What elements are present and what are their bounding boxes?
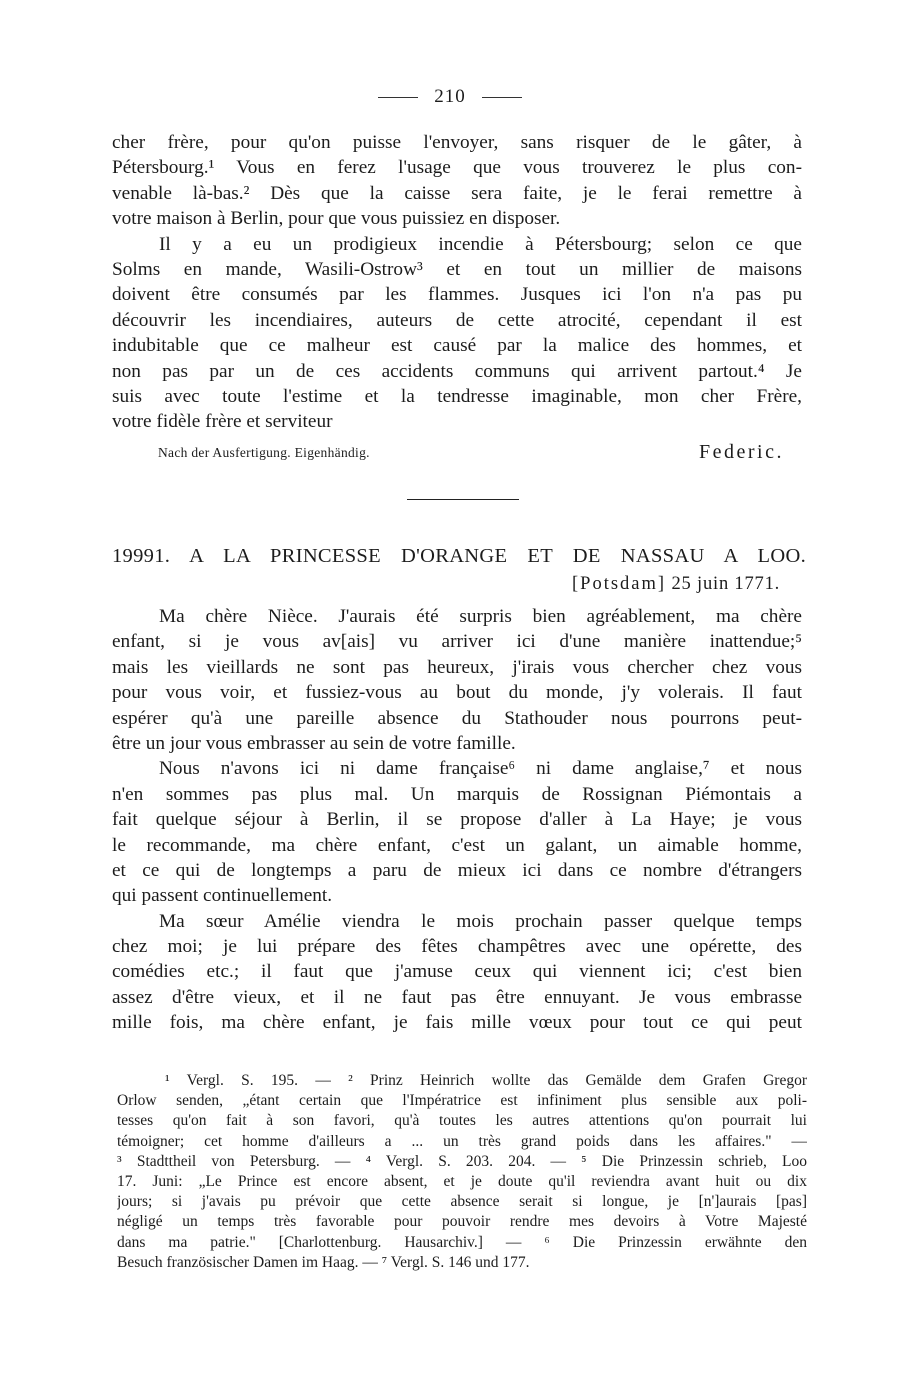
text-line: mais les vieillards ne sont pas heureux, j'irais vous chercher chez vous [112, 656, 802, 678]
text-line: Pétersbourg.¹ Vous en ferez l'usage que vous trouverez le plus con- [112, 157, 802, 179]
text-line: qui passent continuellement. [112, 885, 333, 907]
text-line: et ce qui de longtemps a paru de mieux ici dans ce nombre d'étrangers [112, 859, 802, 881]
text-line: découvrir les incendiaires, auteurs de cette atrocité, cependant il est [112, 309, 802, 331]
text-line: enfant, si je vous av[ais] vu arriver ici d'une manière inattendue;⁵ [112, 631, 802, 653]
footnotes [117, 1071, 807, 1273]
text-line: suis avec toute l'estime et la tendresse imaginable, mon cher Frère, [112, 385, 802, 407]
text-line: être un jour vous embrasser au sein de votre famille. [112, 732, 516, 754]
text-line: assez d'être vieux, et il ne faut pas être ennuyant. Je vous embrasse [112, 986, 802, 1008]
footnote-line: ¹ Vergl. S. 195. — ² Prinz Heinrich wollte das Gemälde dem Grafen Gregor [165, 1072, 807, 1089]
text-line: indubitable que ce malheur est causé par la malice des hommes, et [112, 335, 802, 357]
text-line: n'en sommes pas plus mal. Un marquis de Rossignan Piémontais a [112, 783, 802, 805]
source-note: Nach der Ausfertigung. Eigenhändig. [158, 445, 370, 460]
letter-end-text [112, 130, 802, 435]
text-line: Nous n'avons ici ni dame française⁶ ni dame anglaise,⁷ et nous [159, 758, 802, 780]
entry-title: A LA PRINCESSE D'ORANGE ET DE NASSAU A LOO. [189, 545, 806, 567]
footnote-line: 17. Juni: „Le Prince est encore absent, et je doute qu'il reviendra avant huit ou dix [117, 1172, 807, 1190]
text-line: Ma chère Nièce. J'aurais été surpris bien agréablement, ma chère [159, 606, 802, 627]
footnote-line: témoigner; cet homme d'ailleurs a ... un très grand poids dans les affaires." — [117, 1132, 807, 1150]
page-number: 210 [434, 86, 466, 107]
text-line: espérer qu'à une pareille absence du Stathouder nous pourrons peut- [112, 707, 802, 729]
text-line: non pas par un de ces accidents communs qui arrivent partout.⁴ Je [112, 360, 802, 382]
entry-place: [Potsdam] [572, 574, 667, 594]
text-line: chez moi; je lui prépare des fêtes champêtres avec une opérette, des [112, 936, 802, 958]
text-line: Ma sœur Amélie viendra le mois prochain passer quelque temps [159, 910, 802, 932]
footnote-line: tesses qu'on fait à son favori, qu'à toutes les autres attentions qu'on pourrait lui [117, 1112, 807, 1130]
footnote-line: dans ma patrie." [Charlottenburg. Hausarchiv.] — ⁶ Die Prinzessin erwähnte den [117, 1233, 807, 1251]
footnote-line: Besuch französischer Damen im Haag. — ⁷ Vergl. S. 146 und 177. [117, 1253, 530, 1271]
entry-date-line [572, 574, 780, 595]
page-header [0, 86, 900, 108]
header-dash-left [378, 97, 418, 98]
footnote-line: Orlow senden, „étant certain que l'Impératrice est infiniment plus sensible aux poli- [117, 1092, 807, 1110]
signature: Federic. [699, 441, 784, 463]
text-line: le recommande, ma chère enfant, c'est un galant, un aimable homme, [112, 834, 802, 856]
text-line: pour vous voir, et fussiez-vous au bout du monde, j'y volerais. Il faut [112, 682, 802, 704]
footnote-line: jours; si j'avais pu prévoir que cette absence serait si longue, je [n']aurais [pas] [117, 1193, 807, 1211]
text-line: votre maison à Berlin, pour que vous puissiez en disposer. [112, 208, 561, 230]
text-line: fait quelque séjour à Berlin, il se propose d'aller à La Haye; je vous [112, 809, 802, 831]
text-line: cher frère, pour qu'on puisse l'envoyer, sans risquer de le gâter, à [112, 132, 802, 153]
letter-body [112, 604, 802, 1036]
text-line: comédies etc.; il faut que j'amuse ceux qui viennent ici; c'est bien [112, 961, 802, 983]
text-line: doivent être consumés par les flammes. Jusques ici l'on n'a pas pu [112, 284, 802, 306]
section-divider [407, 499, 519, 500]
text-line: votre fidèle frère et serviteur [112, 411, 333, 433]
footnote-line: négligé un temps très favorable pour pouvoir rendre mes devoirs à Votre Majesté [117, 1213, 807, 1231]
text-line: mille fois, ma chère enfant, je fais mille vœux pour tout ce qui peut [112, 1012, 802, 1034]
source-row [158, 441, 788, 465]
footnote-line: ³ Stadttheil von Petersburg. — ⁴ Vergl. S. 203. 204. — ⁵ Die Prinzessin schrieb, Loo [117, 1152, 807, 1170]
text-line: venable là-bas.² Dès que la caisse sera faite, je le ferai remettre à [112, 182, 802, 204]
text-line: Solms en mande, Wasili-Ostrow³ et en tout un millier de maisons [112, 258, 802, 280]
entry-heading [112, 545, 806, 568]
header-dash-right [482, 97, 522, 98]
text-line: Il y a eu un prodigieux incendie à Pétersbourg; selon ce que [159, 233, 802, 255]
entry-date: 25 juin 1771. [671, 574, 781, 594]
entry-number: 19991. [112, 545, 171, 567]
